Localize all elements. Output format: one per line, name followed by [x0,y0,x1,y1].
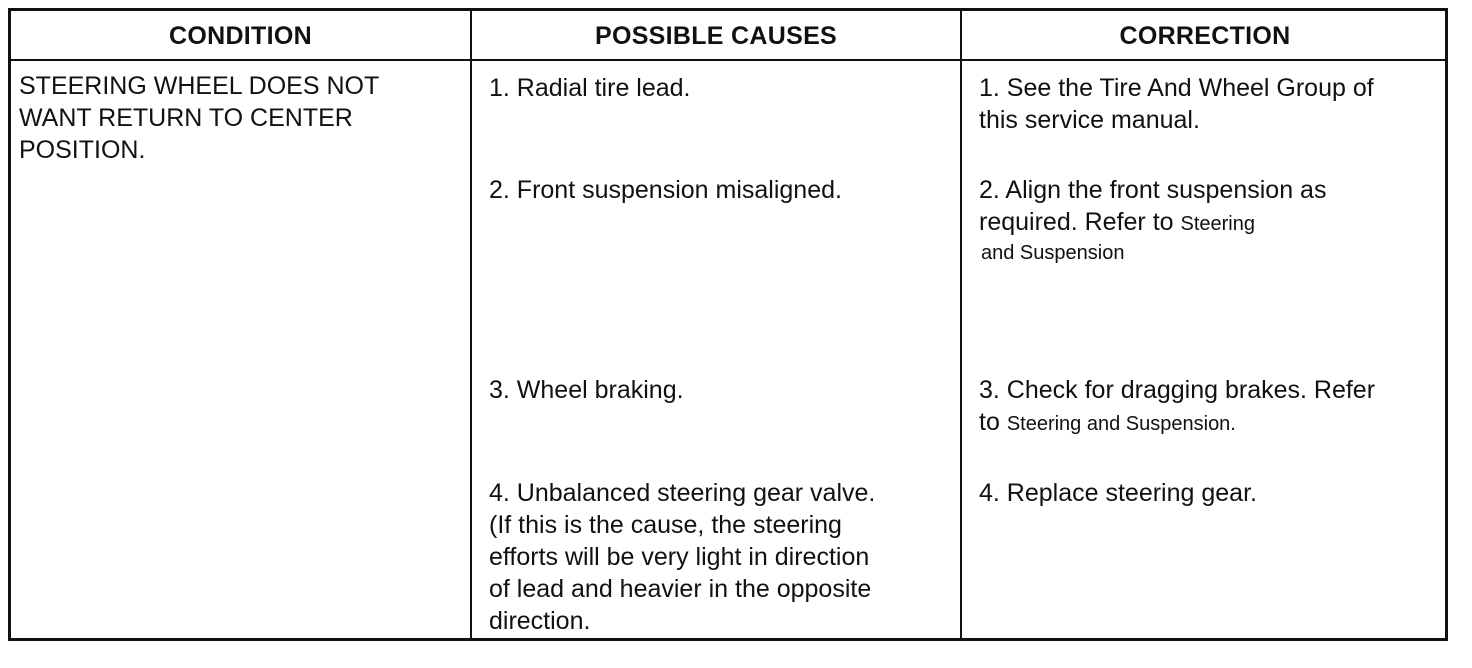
column-divider [960,11,962,638]
troubleshooting-table [8,8,1448,641]
correction-3 [979,374,1375,440]
correction-text: to [979,408,1000,436]
correction-4 [979,477,1257,509]
header-condition: CONDITION [169,21,312,50]
cause-line: direction. [489,607,591,635]
condition-text [19,70,379,166]
correction-line [979,206,1326,240]
cause-line: (If this is the cause, the steering [489,511,842,539]
reference-link-text: Steering and Suspension. [1006,413,1236,435]
cause-1 [489,72,691,104]
correction-line: 3. Check for dragging brakes. Refer [979,376,1376,404]
column-divider [470,11,472,638]
condition-line: POSITION. [19,136,146,164]
correction-line: 2. Align the front suspension as [979,176,1327,204]
cause-line: of lead and heavier in the opposite [489,575,872,603]
cause-line: 4. Unbalanced steering gear valve. [489,479,876,507]
cause-line: efforts will be very light in direction [489,543,870,571]
correction-2 [979,174,1326,266]
reference-link-text: Steering [1180,213,1255,235]
header-correction: CORRECTION [1119,21,1291,50]
cause-2 [489,174,842,206]
cause-line: 2. Front suspension misaligned. [489,176,842,204]
cause-line: 1. Radial tire lead. [489,74,691,102]
reference-link-text: and Suspension [981,242,1125,264]
correction-1 [979,72,1374,136]
correction-line [979,406,1375,440]
cause-3 [489,374,684,406]
condition-line: STEERING WHEEL DOES NOT [19,72,380,100]
header-possible-causes: POSSIBLE CAUSES [594,21,838,50]
correction-text: required. Refer to [979,208,1174,236]
cause-4 [489,477,875,637]
condition-line: WANT RETURN TO CENTER [19,104,353,132]
correction-line: this service manual. [979,106,1200,134]
correction-line: 4. Replace steering gear. [979,479,1257,507]
cause-line: 3. Wheel braking. [489,376,684,404]
correction-line: 1. See the Tire And Wheel Group of [979,74,1374,102]
